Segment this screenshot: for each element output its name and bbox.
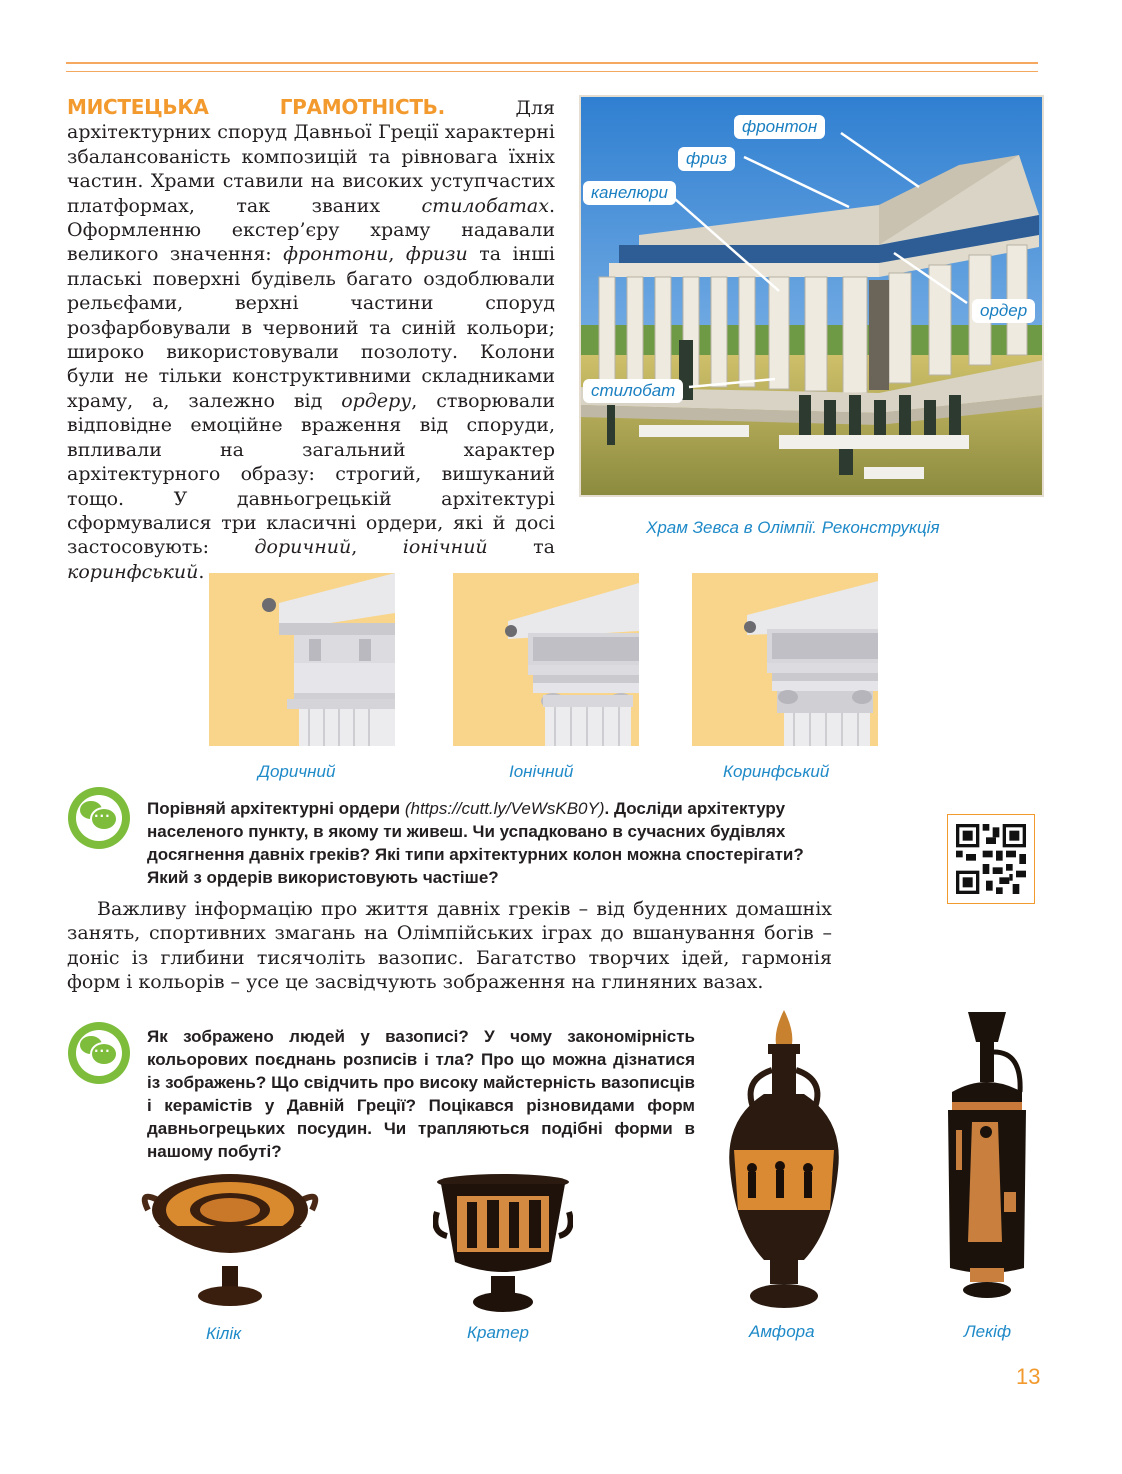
vase-painting-paragraph: Важливу інформацію про життя давніх греків – від буденних домашніх занять, спортивних змагань на Олімпійських іграх до вшанування богів – доніс із глибини тисячоліть вазопис. Багатство творчих ідей, гармонія форм і кольорів – усе це засвідчують зображення на глиняних вазах. bbox=[67, 898, 832, 994]
qr-code[interactable] bbox=[947, 814, 1035, 904]
label-fronton: фронтон bbox=[734, 115, 825, 139]
intro-keyword: МИСТЕЦЬКА ГРАМОТНІСТЬ. bbox=[67, 95, 445, 119]
term-frontons: фронтони bbox=[283, 243, 389, 266]
amphora-image bbox=[724, 1010, 844, 1315]
lekythos-caption: Лекіф bbox=[964, 1322, 1012, 1341]
kylix-image bbox=[138, 1170, 322, 1320]
header-rule-top bbox=[66, 62, 1038, 64]
orders-link[interactable]: (https://cutt.ly/VeWsKB0Y) bbox=[404, 799, 605, 818]
ionic-order-image bbox=[453, 573, 639, 746]
label-kaneliury: канелюри bbox=[583, 181, 676, 205]
term-order: ордеру bbox=[341, 389, 412, 412]
term-friezes: фризи bbox=[405, 243, 468, 266]
discussion-icon-2: ··· bbox=[68, 1022, 130, 1084]
term-ionic: іонічний bbox=[402, 536, 488, 559]
temple-image bbox=[579, 95, 1044, 497]
amphora-caption: Амфора bbox=[749, 1322, 815, 1341]
doric-caption: Доричний bbox=[258, 762, 336, 781]
label-order: ордер bbox=[972, 299, 1035, 323]
krater-image bbox=[433, 1172, 573, 1320]
temple-illustration bbox=[579, 95, 1044, 497]
corinthian-caption: Коринфський bbox=[723, 762, 830, 781]
task-compare-orders: Порівняй архітектурні ордери (https://cutt.ly/VeWsKB0Y). Досліди архітектуру населеного пункту, в якому ти живеш. Чи успадковано в сучасних будівлях досягнення давніх греків? Які типи архітектурних колон можна спостерігати? Який з ордерів використовують частіше? bbox=[147, 799, 804, 887]
corinthian-order-image bbox=[692, 573, 878, 746]
doric-order-image bbox=[209, 573, 395, 746]
discussion-icon: ··· bbox=[68, 787, 130, 849]
intro-paragraph: МИСТЕЦЬКА ГРАМОТНІСТЬ. Для архітектурних споруд Давньої Греції характерні збалансованість композицій та рівновага їхніх частин. Храми ставили на високих уступчастих платформах, так званих стилобатах. Оформленню екстер’єру храму надавали великого значення: фронтони, фризи та інші плаські поверхні будівель багато оздоблювали рельєфами, верхні частини споруд розфарбовували в червоний та синій кольори; широко використовували позолоту. Колони були не тільки конструктивними складниками храму, а, залежно від ордеру, створювали відповідне емоційне враження від споруди, впливали на загальний характер архітектурного образу: строгий, вишуканий тощо. У давньогрецькій архітектурі сформувалися три класичні ордери, які й досі застосовують: доричний, іонічний та коринфський. bbox=[67, 95, 555, 583]
term-doric: доричний bbox=[254, 536, 352, 559]
header-rule-bottom bbox=[66, 71, 1038, 72]
label-stylobat: стилобат bbox=[583, 379, 683, 403]
krater-caption: Кратер bbox=[467, 1323, 529, 1342]
temple-caption: Храм Зевса в Олімпії. Реконструкція bbox=[646, 518, 940, 537]
page-number: 13 bbox=[1016, 1364, 1041, 1389]
qr-code-icon bbox=[956, 824, 1026, 894]
kylix-caption: Кілік bbox=[206, 1324, 242, 1343]
label-friz: фриз bbox=[678, 147, 735, 171]
task-vase-painting: Як зображено людей у вазописі? У чому закономірність кольорових поєднань розписів і тла? Про що можна дізнатися із зображень? Що свідчить про високу майстерність вазописців і керамістів у Давній Греції? Поцікався різновидами форм давньогрецьких посудин. Чи трапляються подібні форми в нашому побуті? bbox=[147, 1027, 695, 1161]
ionic-caption: Іонічний bbox=[509, 762, 574, 781]
term-corinthian: коринфський bbox=[67, 560, 199, 583]
lekythos-image bbox=[942, 1012, 1032, 1302]
term-stylobat: стилобатах bbox=[421, 194, 549, 217]
